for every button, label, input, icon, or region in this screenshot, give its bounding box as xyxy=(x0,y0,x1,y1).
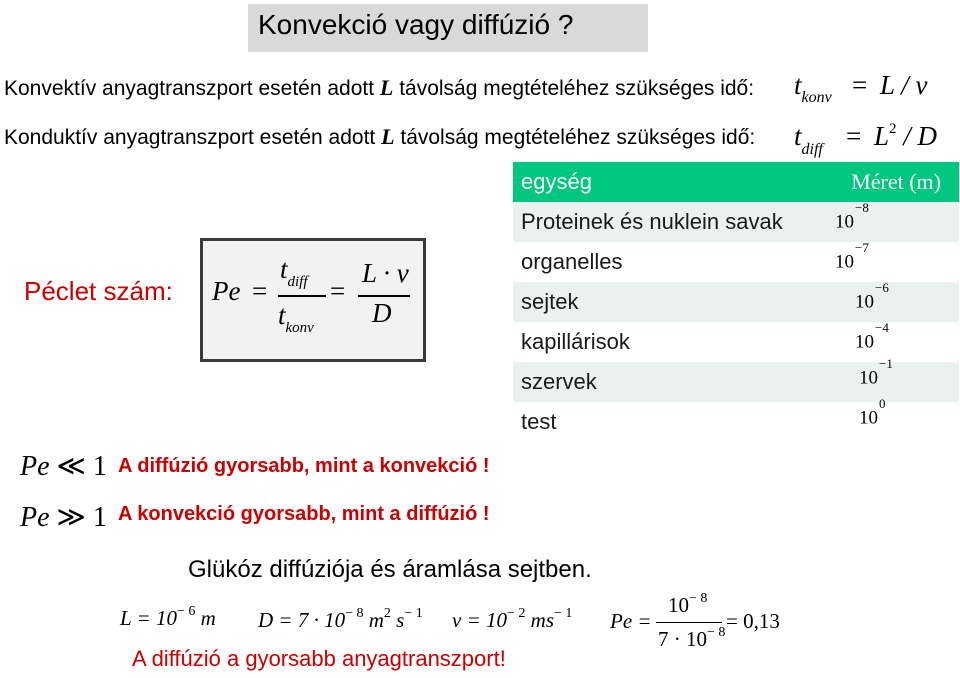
example-pe-den-base: 7 · 10 xyxy=(658,627,707,651)
size-exp: 0 xyxy=(879,396,886,411)
t-diff-rhs-L: L xyxy=(874,121,890,151)
example-pe-num xyxy=(668,593,707,618)
example-v-unit-exp: − 1 xyxy=(554,606,573,621)
peclet-num-t: t xyxy=(280,254,288,284)
conductive-text-pre: Konduktív anyagtranszport esetén adott xyxy=(4,126,382,149)
convective-text-pre: Konvektív anyagtranszport esetén adott xyxy=(4,77,380,100)
case-1-one: 1 xyxy=(92,451,107,482)
t-konv-rhs: L / v xyxy=(880,70,928,100)
size-base: 10 xyxy=(855,331,874,353)
case-2-condition xyxy=(20,500,107,534)
case-1-rel: ≪ xyxy=(56,451,86,482)
page-title: Konvekció vagy diffúzió ? xyxy=(258,9,574,40)
example-pe-eq: Pe = xyxy=(610,609,652,633)
example-v-exp: − 2 xyxy=(507,606,526,621)
table-cell-name: test xyxy=(521,409,557,434)
case-1-condition xyxy=(20,449,107,483)
table-cell-name: Proteinek és nuklein savak xyxy=(521,209,783,234)
peclet-numerator xyxy=(280,254,308,290)
peclet-num-sub: diff xyxy=(287,274,308,290)
case-2-pe: Pe xyxy=(20,502,50,533)
size-base: 10 xyxy=(855,291,874,313)
peclet-pe: Pe xyxy=(212,276,241,306)
example-conclusion: A diffúzió a gyorsabb anyagtranszport! xyxy=(132,646,506,671)
size-exp: −8 xyxy=(855,200,869,215)
size-exp: −1 xyxy=(879,356,893,371)
example-pe-num-base: 10 xyxy=(668,593,689,617)
table-cell-size xyxy=(859,396,886,429)
example-D-unit-exp: 2 xyxy=(383,606,391,621)
size-base: 10 xyxy=(859,407,878,429)
size-exp: −6 xyxy=(875,280,889,295)
size-base: 10 xyxy=(835,211,854,233)
peclet-fraction-bar-2 xyxy=(358,295,410,297)
peclet-den-sub: konv xyxy=(285,320,314,336)
peclet-num2: L · v xyxy=(362,258,409,288)
t-diff-rhs xyxy=(874,121,937,152)
example-v-eq: v = 10 xyxy=(452,608,507,632)
example-v-unit: ms xyxy=(530,608,554,632)
example-L-unit: m xyxy=(200,606,216,630)
example-heading: Glükóz diffúziója és áramlása sejtben. xyxy=(188,556,592,583)
case-2-text: A konvekció gyorsabb, mint a diffúzió ! xyxy=(118,503,490,525)
example-pe-result: = 0,13 xyxy=(726,609,780,633)
example-L xyxy=(120,606,216,631)
example-pe-fraction-bar xyxy=(656,622,722,623)
t-konv-symbol xyxy=(794,70,832,106)
case-2-one: 1 xyxy=(92,502,107,533)
size-exp: −7 xyxy=(855,240,869,255)
t-diff-sub: diff xyxy=(801,141,823,158)
example-pe-den-exp: − 8 xyxy=(707,625,726,640)
convective-text-post: távolság megtételéhez szükséges idő: xyxy=(393,77,755,100)
table-cell-size xyxy=(855,320,889,353)
table-cell-size xyxy=(855,280,889,313)
t-konv-t: t xyxy=(794,70,802,100)
table-header-unit: egység xyxy=(521,169,592,194)
table-cell-size xyxy=(835,240,869,273)
table-row xyxy=(513,356,959,402)
t-konv-eq: = xyxy=(852,70,868,100)
t-diff-eq: = xyxy=(846,121,862,151)
t-konv-sub: konv xyxy=(801,89,832,106)
example-D-s-exp: − 1 xyxy=(404,606,423,621)
case-2-rel: ≫ xyxy=(56,502,86,533)
example-L-exp: − 6 xyxy=(176,604,196,619)
peclet-denominator xyxy=(278,300,314,336)
size-base: 10 xyxy=(835,251,854,273)
example-L-eq: L = 10 xyxy=(120,606,177,630)
example-D-s: s xyxy=(396,608,405,632)
example-pe-num-exp: − 8 xyxy=(689,591,708,606)
size-base: 10 xyxy=(859,367,878,389)
example-D-exp: − 8 xyxy=(345,606,364,621)
table-cell-name: sejtek xyxy=(521,289,579,314)
table-header-size: Méret (m) xyxy=(851,169,941,194)
case-1-text: A diffúzió gyorsabb, mint a konvekció ! xyxy=(118,455,490,477)
peclet-eq1: = xyxy=(252,276,268,306)
size-exp: −4 xyxy=(875,320,889,335)
peclet-den-t: t xyxy=(278,300,286,330)
example-D-eq: D = 7 · 10 xyxy=(258,608,346,632)
table-row xyxy=(513,396,959,442)
size-table-header xyxy=(513,162,959,202)
t-diff-symbol xyxy=(794,121,823,158)
table-cell-name: kapillárisok xyxy=(521,329,630,354)
table-row xyxy=(513,242,959,282)
table-row xyxy=(513,202,959,242)
convective-L: L xyxy=(379,75,394,100)
case-1-pe: Pe xyxy=(20,451,50,482)
conductive-line xyxy=(4,124,755,150)
conductive-L: L xyxy=(381,124,395,149)
example-D-unit: m xyxy=(368,608,384,632)
example-D xyxy=(258,608,423,633)
table-cell-name: organelles xyxy=(521,249,623,274)
convective-line xyxy=(4,75,754,101)
conductive-text-post: távolság megtételéhez szükséges idő: xyxy=(394,126,756,149)
table-cell-name: szervek xyxy=(521,369,597,394)
t-diff-t: t xyxy=(794,121,802,151)
table-cell-size xyxy=(835,200,869,233)
peclet-label: Péclet szám: xyxy=(24,276,173,306)
example-pe-den xyxy=(658,627,725,652)
table-cell-size xyxy=(859,356,893,389)
t-diff-rhs-tail: / D xyxy=(903,121,938,151)
example-v xyxy=(452,608,572,633)
t-diff-rhs-exp: 2 xyxy=(889,121,897,137)
peclet-eq2: = xyxy=(330,276,346,306)
peclet-fraction-bar-1 xyxy=(278,295,326,297)
table-row xyxy=(513,282,959,322)
peclet-den2: D xyxy=(372,298,392,328)
